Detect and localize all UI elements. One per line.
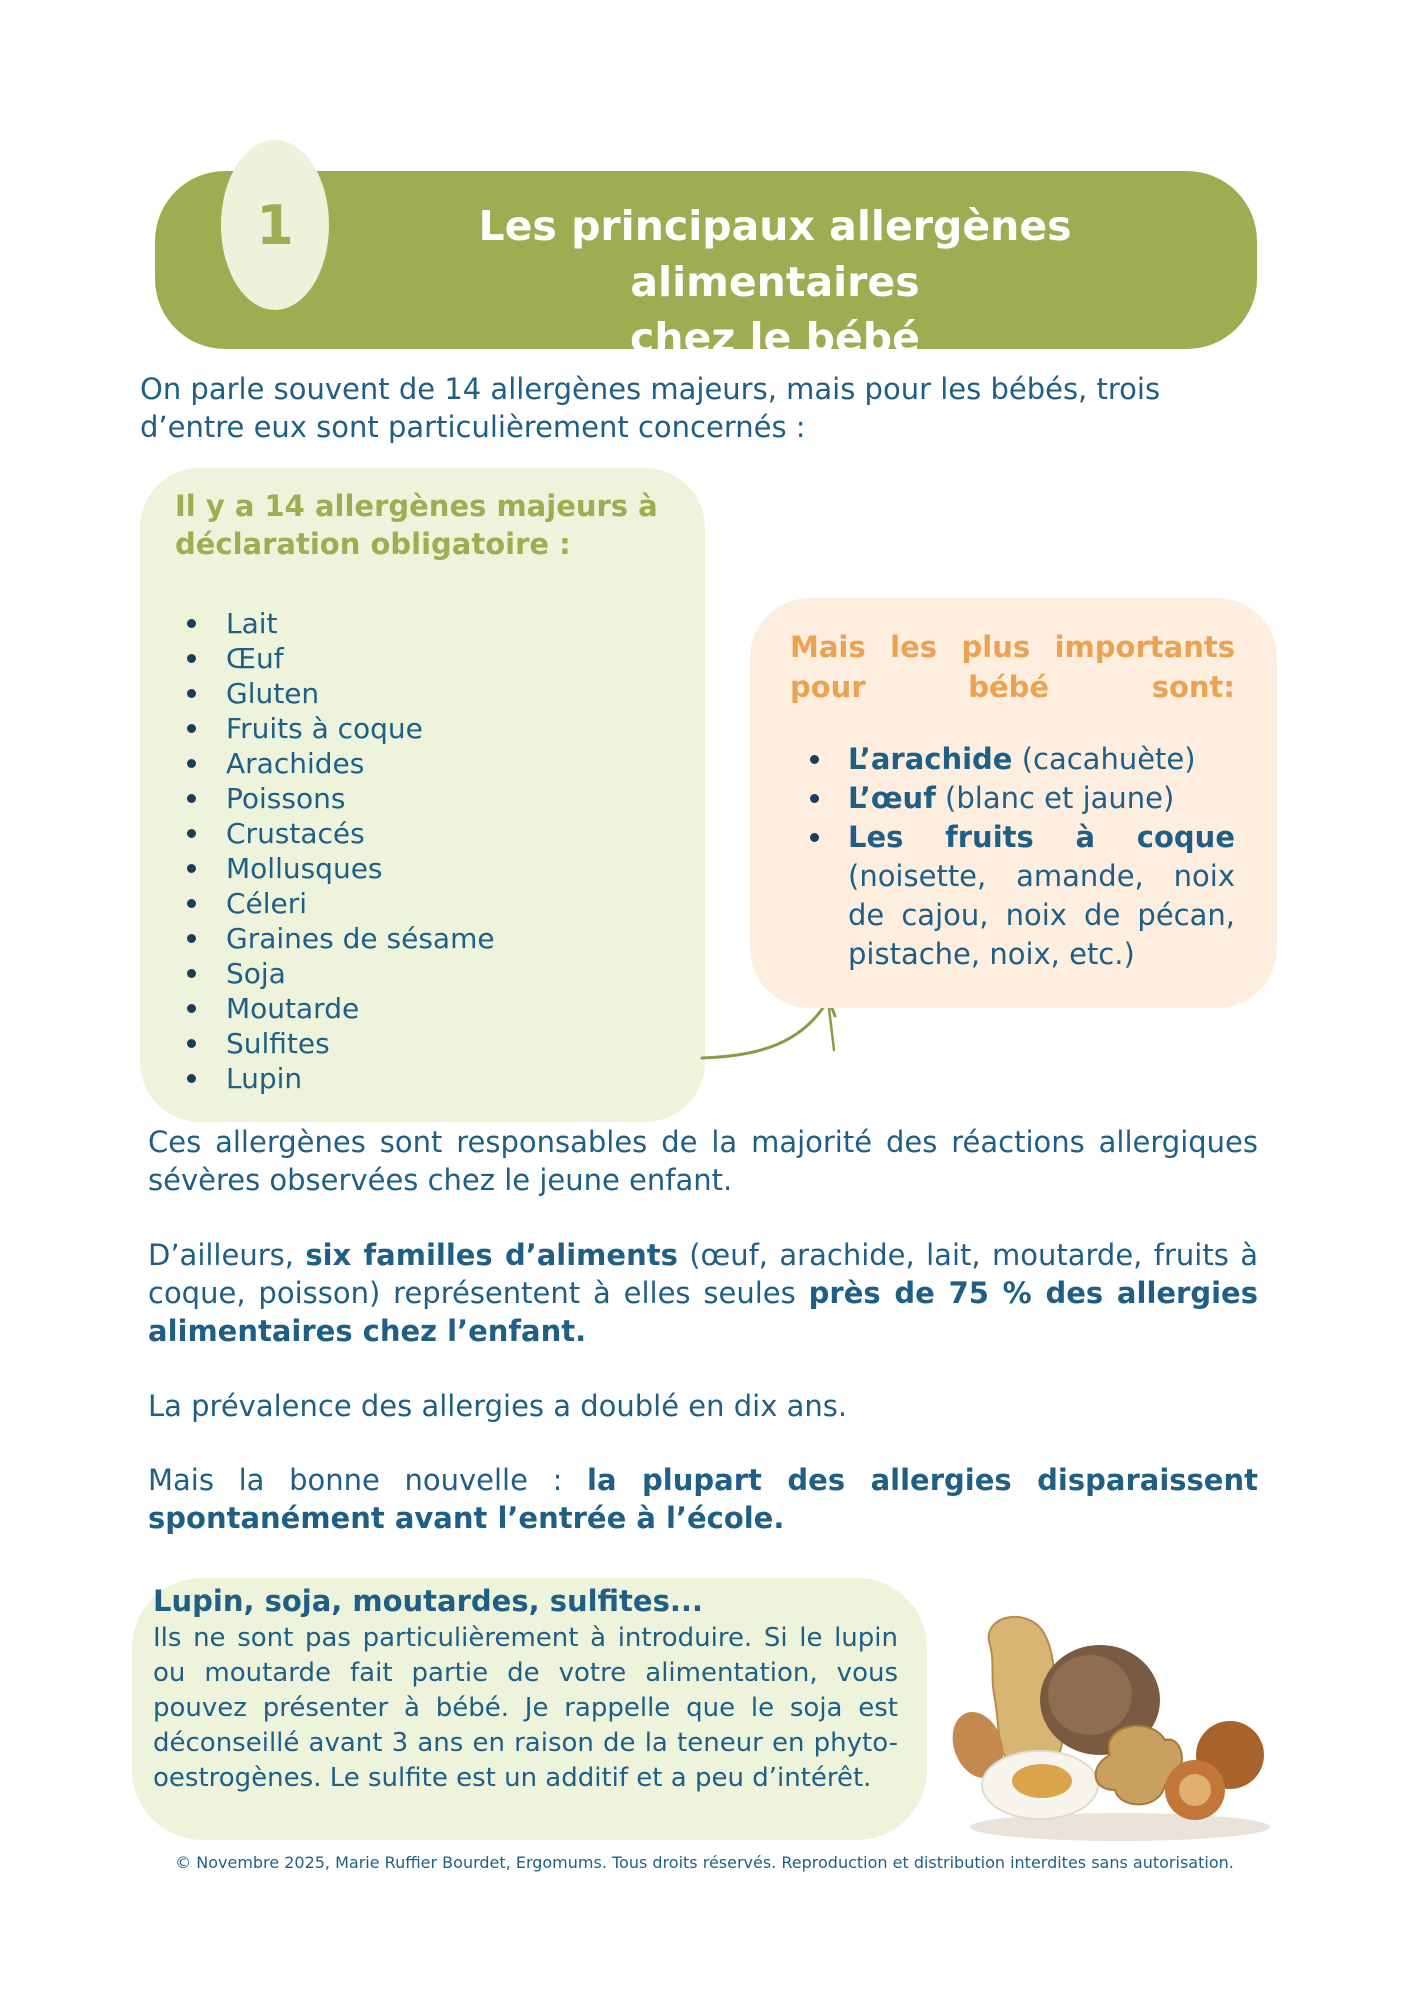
- list-item: [172, 1061, 672, 1096]
- text-bold: six familles d’aliments: [305, 1238, 678, 1272]
- list-item-bold: Les fruits à coque: [848, 820, 1235, 854]
- other-allergens-text: Ils ne sont pas particulièrement à introduire. Si le lupin ou moutarde fait partie de votre alimentation, vous pouvez présenter à bébé. Je rappelle que le soja est déconseillé avant 3 ans en raison de la teneur en phyto-oestrogènes. Le sulfite est un additif et a peu d’intérêt.: [153, 1623, 898, 1793]
- bullet-icon: [187, 654, 196, 663]
- text-bold: près de 75 % des allergies alimentaires chez l’enfant.: [148, 1276, 1258, 1348]
- section-number-badge: [221, 140, 329, 310]
- page-title-line2: chez le bébé: [630, 314, 920, 362]
- bullet-icon: [187, 1074, 196, 1083]
- list-item: [790, 740, 1235, 779]
- list-item: [172, 851, 672, 886]
- text-span: Mais la bonne nouvelle :: [148, 1463, 587, 1497]
- list-item: [172, 676, 672, 711]
- list-item: [790, 779, 1235, 818]
- copyright-footer: © Novembre 2025, Marie Ruffier Bourdet, Ergomums. Tous droits réservés. Reproduction et distribution interdites sans autorisation.: [175, 1853, 1234, 1872]
- bullet-icon: [187, 724, 196, 733]
- list-item: [790, 818, 1235, 974]
- bullet-icon: [810, 755, 819, 764]
- bullet-icon: [810, 833, 819, 842]
- list-item: [172, 956, 672, 991]
- bullet-icon: [187, 829, 196, 838]
- list-item-label: Mollusques: [226, 852, 383, 885]
- bullet-icon: [187, 899, 196, 908]
- bullet-icon: [187, 689, 196, 698]
- list-item-label: Poissons: [226, 782, 346, 815]
- list-item-label: Lait: [226, 607, 278, 640]
- list-item: [172, 746, 672, 781]
- bullet-icon: [187, 934, 196, 943]
- list-item-label: Sulfites: [226, 1027, 330, 1060]
- nuts-and-egg-illustration: [950, 1605, 1280, 1845]
- paragraph-good-news: [148, 1461, 1258, 1537]
- bullet-icon: [810, 794, 819, 803]
- list-item: [172, 641, 672, 676]
- list-item-label: Moutarde: [226, 992, 360, 1025]
- page-title: [330, 198, 1220, 366]
- list-item: [172, 606, 672, 641]
- list-item-bold: L’arachide: [848, 742, 1013, 776]
- bullet-icon: [187, 969, 196, 978]
- text-span: (œuf, arachide, lait, moutarde, fruits à coque, poisson) représentent à elles seules: [148, 1238, 1258, 1310]
- list-item-label: Arachides: [226, 747, 365, 780]
- list-item: [172, 711, 672, 746]
- bullet-icon: [187, 1004, 196, 1013]
- list-item-detail: (blanc et jaune): [935, 781, 1175, 815]
- list-item-label: Œuf: [226, 642, 284, 675]
- bullet-icon: [187, 759, 196, 768]
- text-bold: la plupart des allergies disparaissent spontanément avant l’entrée à l’école.: [148, 1463, 1258, 1535]
- intro-text: On parle souvent de 14 allergènes majeurs, mais pour les bébés, trois d’entre eux sont particulièrement concernés :: [140, 372, 1161, 444]
- list-item-label: Lupin: [226, 1062, 303, 1095]
- bullet-icon: [187, 619, 196, 628]
- list-item-label: Fruits à coque: [226, 712, 423, 745]
- list-item-label: Gluten: [226, 677, 320, 710]
- paragraph-six-families: [148, 1236, 1258, 1350]
- page-title-line1: Les principaux allergènes alimentaires: [478, 202, 1072, 306]
- important-allergens-list: [790, 740, 1235, 974]
- list-item-detail: (noisette, amande, noix de cajou, noix de pécan, pistache, noix, etc.): [848, 859, 1235, 971]
- allergens-box-title: Il y a 14 allergènes majeurs à déclaration obligatoire :: [175, 489, 658, 561]
- list-item: [172, 781, 672, 816]
- bullet-icon: [187, 864, 196, 873]
- list-item: [172, 886, 672, 921]
- paragraph-reactions: Ces allergènes sont responsables de la majorité des réactions allergiques sévères observées chez le jeune enfant.: [148, 1125, 1258, 1197]
- section-number: 1: [256, 193, 294, 257]
- important-allergens-title: Mais les plus importants pour bébé sont:: [790, 630, 1235, 704]
- bullet-icon: [187, 1039, 196, 1048]
- list-item-bold: L’œuf: [848, 781, 936, 815]
- text-span: D’ailleurs,: [148, 1238, 306, 1272]
- list-item: [172, 991, 672, 1026]
- list-item: [172, 921, 672, 956]
- list-item: [172, 1026, 672, 1061]
- bullet-icon: [187, 794, 196, 803]
- paragraph-prevalence: La prévalence des allergies a doublé en dix ans.: [148, 1389, 848, 1423]
- allergens-list: [172, 606, 672, 1096]
- list-item-detail: (cacahuète): [1012, 742, 1196, 776]
- other-allergens-title: Lupin, soja, moutardes, sulfites...: [153, 1584, 703, 1618]
- list-item-label: Céleri: [226, 887, 308, 920]
- list-item-label: Crustacés: [226, 817, 365, 850]
- list-item-label: Graines de sésame: [226, 922, 495, 955]
- list-item: [172, 816, 672, 851]
- list-item-label: Soja: [226, 957, 286, 990]
